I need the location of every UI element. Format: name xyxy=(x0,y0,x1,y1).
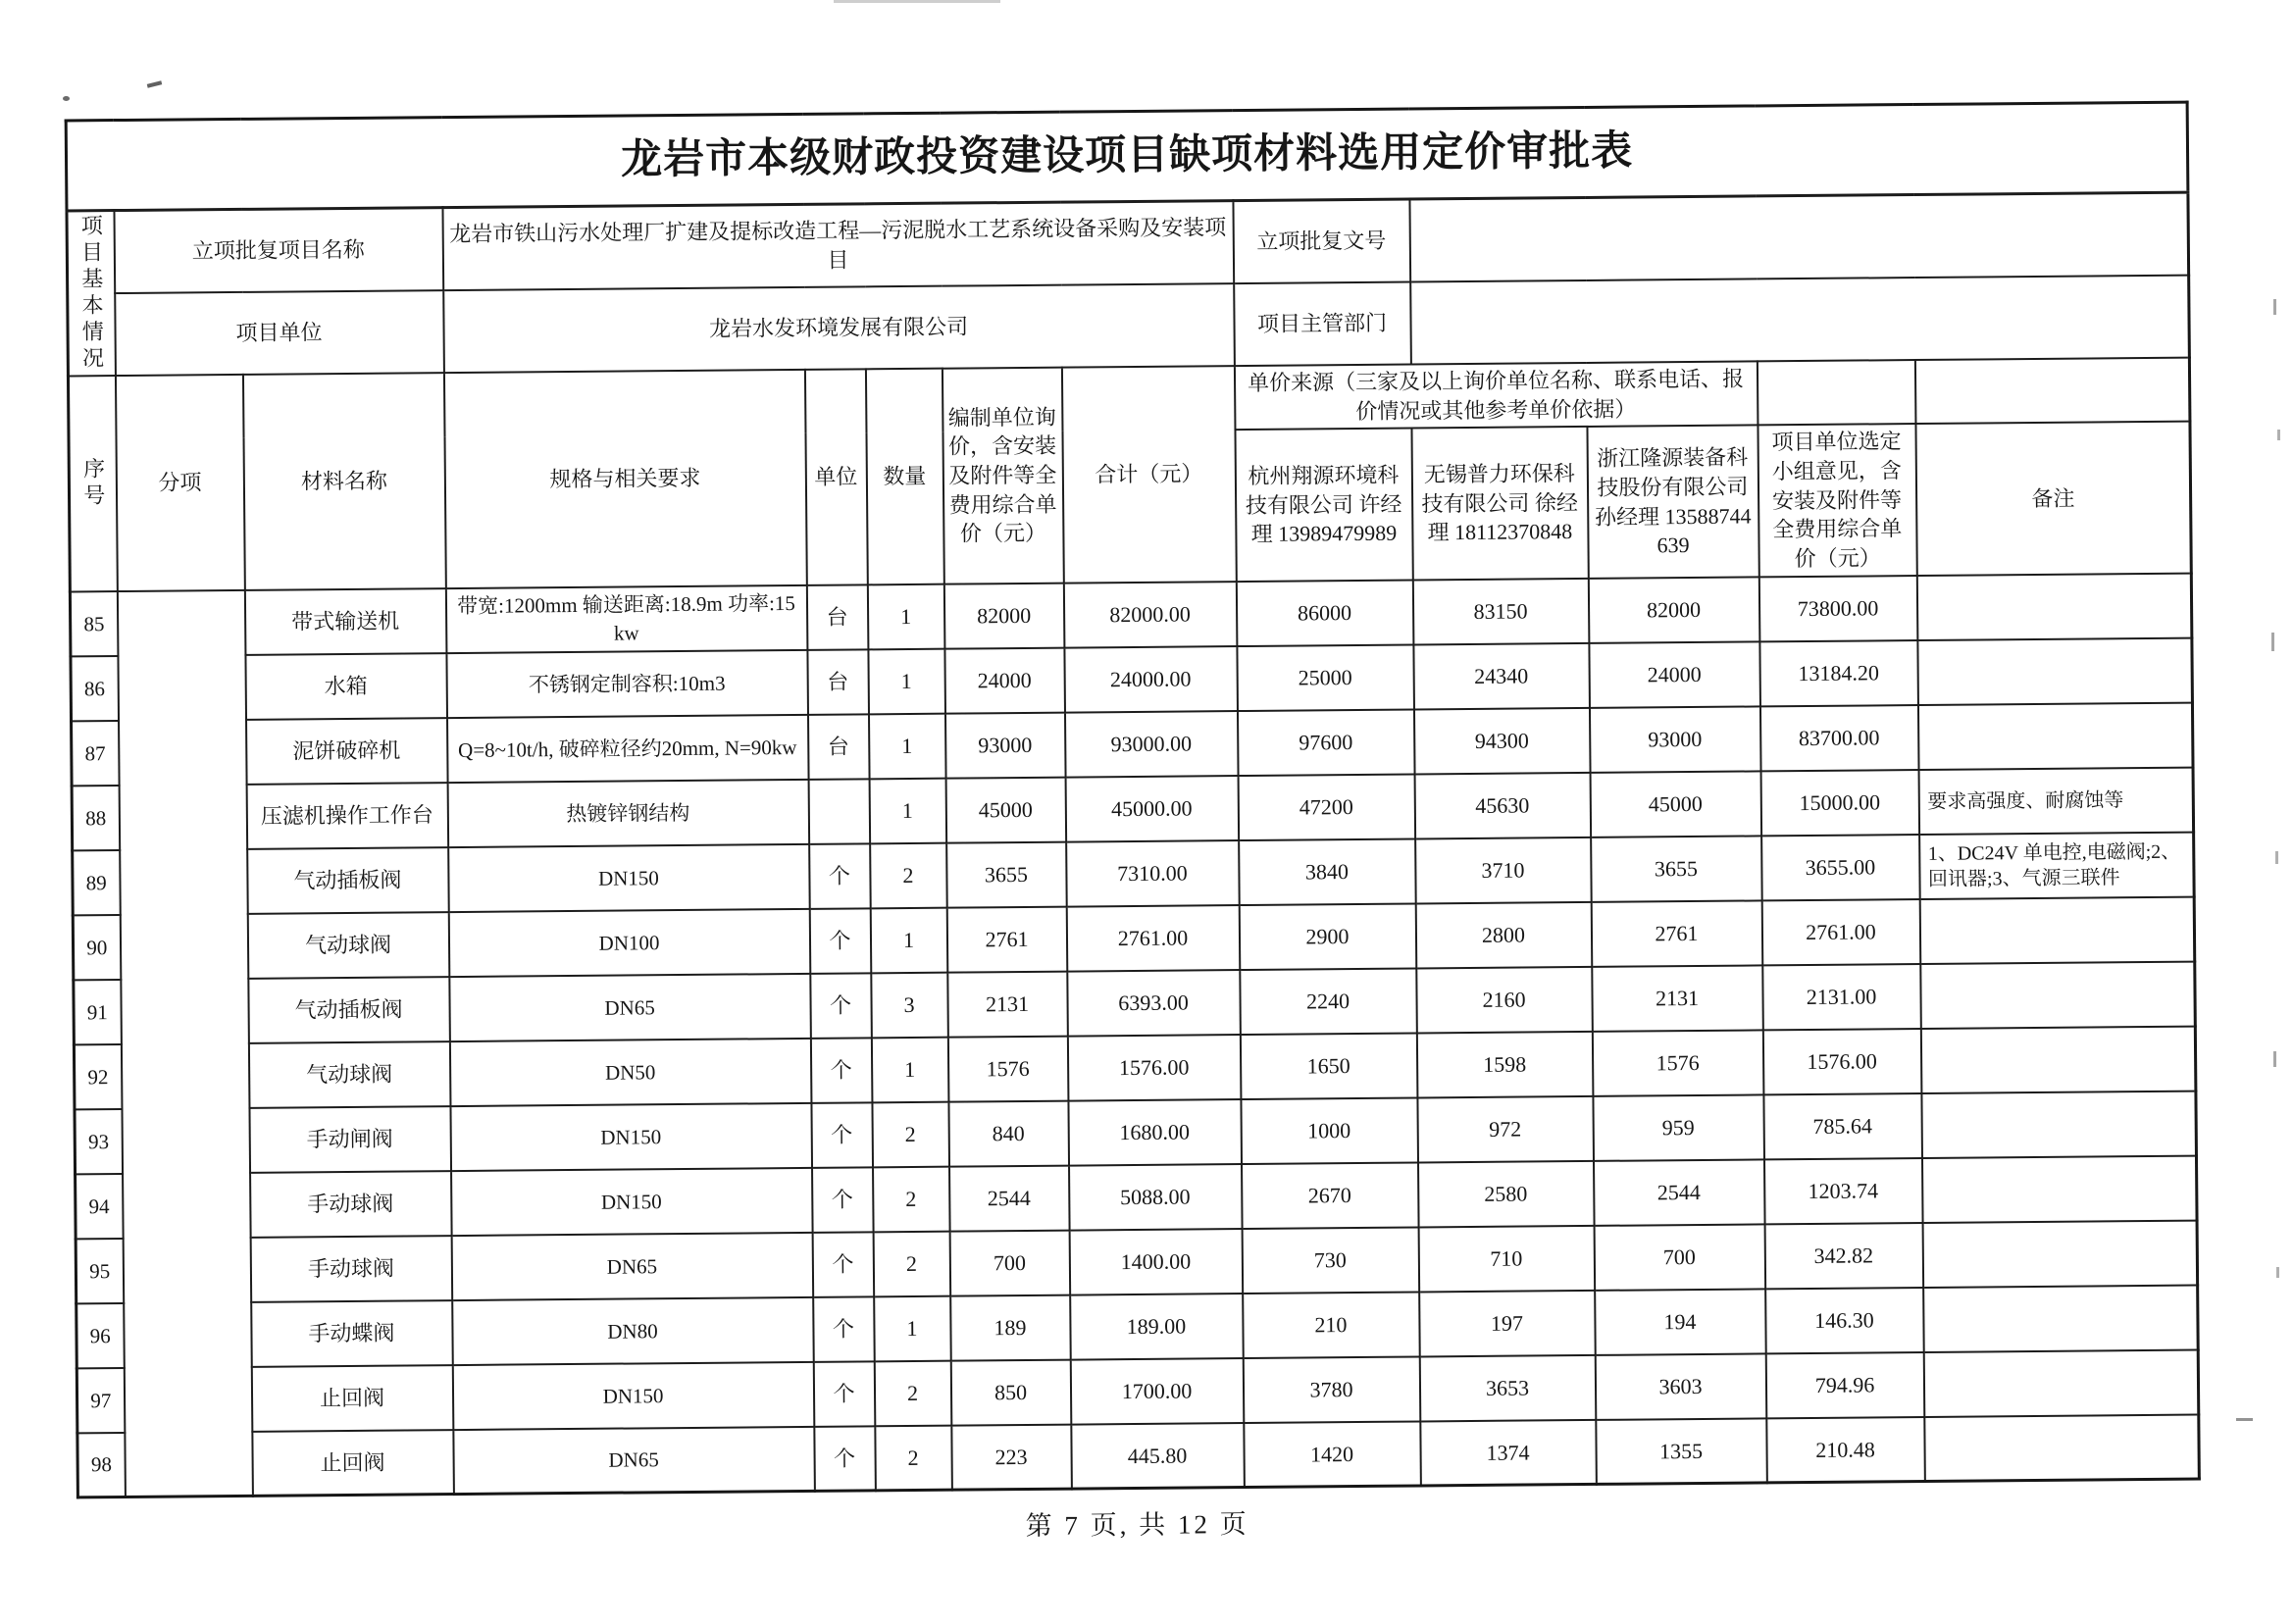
cell-total: 45000.00 xyxy=(1065,776,1239,842)
cell-seq: 85 xyxy=(70,591,118,656)
cell-spec: DN65 xyxy=(453,1427,815,1495)
cell-seq: 88 xyxy=(72,786,120,850)
cell-unit-price: 189 xyxy=(950,1294,1071,1360)
cell-seq: 93 xyxy=(75,1109,123,1174)
cell-vendor2-price: 710 xyxy=(1418,1226,1595,1293)
cell-qty: 1 xyxy=(870,907,947,973)
cell-vendor2-price: 197 xyxy=(1419,1291,1596,1357)
cell-vendor3-price: 700 xyxy=(1594,1224,1765,1291)
cell-vendor3-price: 1576 xyxy=(1592,1030,1763,1096)
cell-spec: DN150 xyxy=(450,1103,812,1171)
cell-qty: 2 xyxy=(872,1101,949,1167)
header-vendor1: 杭州翔源环境科技有限公司 许经理 13989479989 xyxy=(1235,429,1412,582)
cell-vendor2-price: 45630 xyxy=(1414,773,1591,839)
cell-vendor3-price: 194 xyxy=(1595,1289,1766,1355)
cell-unit-price: 2544 xyxy=(949,1165,1070,1231)
cell-selected-price: 15000.00 xyxy=(1760,770,1919,836)
header-vendor2: 无锡普力环保科技有限公司 徐经理 18112370848 xyxy=(1411,427,1588,580)
cell-qty: 3 xyxy=(871,972,948,1038)
cell-material: 手动球阀 xyxy=(250,1236,452,1302)
cell-unit-price: 93000 xyxy=(944,712,1065,778)
cell-vendor1-price: 730 xyxy=(1242,1227,1419,1294)
cell-material: 止回阀 xyxy=(252,1430,454,1497)
cell-material: 气动球阀 xyxy=(248,1041,450,1108)
cell-spec: DN100 xyxy=(448,909,810,977)
cell-total: 189.00 xyxy=(1070,1294,1244,1360)
cell-qty: 2 xyxy=(874,1360,951,1426)
cell-remark xyxy=(1919,896,2195,963)
cell-remark xyxy=(1917,702,2193,769)
cell-vendor2-price: 2800 xyxy=(1415,902,1592,969)
approval-doc-number-label: 立项批复文号 xyxy=(1233,199,1410,283)
header-subitem: 分项 xyxy=(115,375,244,591)
project-info-group-label-text: 项目基本情况 xyxy=(78,214,105,374)
cell-spec: DN80 xyxy=(452,1297,814,1365)
header-unit: 单位 xyxy=(804,369,867,584)
cell-material: 手动闸阀 xyxy=(249,1106,451,1173)
cell-spec: 热镀锌钢结构 xyxy=(447,780,809,847)
scan-artifact xyxy=(2271,633,2274,651)
cell-remark xyxy=(1920,1026,2196,1092)
cell-spec: 不锈钢定制容积:10m3 xyxy=(446,650,808,718)
cell-seq: 96 xyxy=(76,1303,125,1368)
cell-vendor2-price: 972 xyxy=(1417,1096,1594,1163)
cell-seq: 89 xyxy=(73,850,121,915)
header-remark: 备注 xyxy=(1915,422,2192,576)
cell-spec: DN150 xyxy=(448,844,810,912)
header-selected-price-spacer xyxy=(1757,360,1915,426)
cell-vendor1-price: 2900 xyxy=(1239,903,1416,970)
header-unit-price: 编制单位询价，含安装及附件等全费用综合单价（元） xyxy=(942,368,1063,584)
cell-qty: 2 xyxy=(875,1425,952,1491)
cell-unit-price: 223 xyxy=(951,1424,1072,1490)
cell-unit: 台 xyxy=(807,714,869,780)
cell-vendor2-price: 2160 xyxy=(1416,967,1593,1034)
cell-vendor1-price: 1650 xyxy=(1240,1033,1417,1099)
scan-artifact xyxy=(2273,299,2276,315)
header-seq xyxy=(68,376,117,591)
project-unit-label: 项目单位 xyxy=(115,290,444,376)
cell-seq: 92 xyxy=(74,1044,122,1109)
cell-vendor2-price: 24340 xyxy=(1413,643,1590,710)
cell-material: 气动球阀 xyxy=(247,912,449,979)
cell-total: 1680.00 xyxy=(1068,1099,1242,1166)
cell-total: 93000.00 xyxy=(1064,711,1238,778)
cell-vendor2-price: 94300 xyxy=(1413,708,1590,775)
cell-vendor3-price: 45000 xyxy=(1590,771,1761,837)
cell-unit: 个 xyxy=(812,1167,874,1233)
cell-spec: DN150 xyxy=(451,1168,813,1236)
cell-vendor3-price: 2761 xyxy=(1591,900,1762,967)
cell-selected-price: 342.82 xyxy=(1764,1223,1923,1289)
page-number-footer: 第 7 页, 共 12 页 xyxy=(1025,1509,1249,1542)
cell-vendor1-price: 25000 xyxy=(1237,644,1414,711)
header-qty: 数量 xyxy=(865,369,943,584)
cell-unit: 个 xyxy=(809,908,871,974)
cell-vendor2-price: 2580 xyxy=(1418,1161,1595,1228)
cell-vendor1-price: 210 xyxy=(1243,1292,1420,1358)
cell-remark xyxy=(1920,961,2196,1028)
cell-selected-price: 1576.00 xyxy=(1762,1029,1921,1094)
scan-artifact xyxy=(2275,851,2278,864)
cell-qty: 2 xyxy=(873,1166,950,1232)
cell-unit-price: 700 xyxy=(949,1230,1070,1295)
cell-unit: 个 xyxy=(810,973,872,1039)
cell-unit-price: 1576 xyxy=(947,1036,1068,1101)
cell-vendor1-price: 3840 xyxy=(1239,838,1416,905)
cell-seq: 98 xyxy=(77,1433,126,1497)
cell-total: 1400.00 xyxy=(1069,1229,1243,1295)
cell-vendor2-price: 83150 xyxy=(1412,579,1589,645)
cell-unit-price: 2131 xyxy=(947,971,1068,1037)
cell-qty: 1 xyxy=(868,648,945,714)
project-info-group-label xyxy=(67,211,115,377)
cell-material: 带式输送机 xyxy=(244,588,446,655)
cell-material: 压滤机操作工作台 xyxy=(246,783,448,849)
cell-unit: 台 xyxy=(807,649,869,715)
cell-spec: DN65 xyxy=(451,1233,813,1300)
cell-vendor1-price: 47200 xyxy=(1238,774,1415,840)
scan-artifact xyxy=(834,0,1000,3)
cell-remark xyxy=(1921,1091,2197,1157)
cell-spec: Q=8~10t/h, 破碎粒径约20mm, N=90kw xyxy=(447,715,809,783)
cell-total: 82000.00 xyxy=(1063,582,1237,648)
cell-qty: 1 xyxy=(869,778,946,843)
scan-artifact xyxy=(2277,430,2280,440)
cell-remark xyxy=(1924,1414,2200,1481)
cell-total: 1700.00 xyxy=(1070,1358,1244,1425)
cell-unit xyxy=(808,779,870,844)
scan-artifact xyxy=(147,80,163,88)
approved-project-name-value: 龙岩市铁山污水处理厂扩建及提标改造工程—污泥脱水工艺系统设备采购及安装项目 xyxy=(442,201,1234,290)
material-rows xyxy=(70,573,2199,1497)
cell-material: 手动蝶阀 xyxy=(251,1300,453,1367)
cell-unit: 个 xyxy=(809,843,871,909)
cell-unit-price: 840 xyxy=(948,1100,1069,1166)
scan-artifact xyxy=(63,96,70,101)
cell-unit: 个 xyxy=(813,1296,875,1362)
cell-remark: 要求高强度、耐腐蚀等 xyxy=(1918,767,2194,834)
approved-project-name-label: 立项批复项目名称 xyxy=(114,208,443,293)
cell-seq: 90 xyxy=(73,915,121,980)
cell-unit-price: 45000 xyxy=(945,777,1066,842)
header-remark-spacer xyxy=(1914,358,2190,425)
cell-vendor1-price: 97600 xyxy=(1237,709,1414,776)
cell-material: 水箱 xyxy=(245,653,447,720)
cell-qty: 2 xyxy=(870,842,947,908)
cell-unit: 个 xyxy=(810,1038,872,1103)
cell-vendor3-price: 93000 xyxy=(1589,706,1760,773)
competent-department-value xyxy=(1410,275,2190,364)
cell-selected-price: 146.30 xyxy=(1765,1288,1924,1353)
cell-vendor1-price: 2670 xyxy=(1242,1162,1419,1229)
cell-remark xyxy=(1922,1220,2198,1287)
header-spec: 规格与相关要求 xyxy=(443,370,806,588)
cell-seq: 91 xyxy=(74,980,122,1044)
cell-selected-price: 83700.00 xyxy=(1759,705,1918,771)
cell-vendor3-price: 2544 xyxy=(1593,1159,1764,1226)
cell-unit-price: 82000 xyxy=(943,583,1064,648)
cell-qty: 1 xyxy=(874,1295,951,1361)
header-vendor3: 浙江隆源装备科技股份有限公司 孙经理 13588744639 xyxy=(1587,426,1758,579)
cell-total: 2761.00 xyxy=(1066,905,1240,972)
cell-selected-price: 785.64 xyxy=(1763,1093,1922,1159)
cell-unit-price: 24000 xyxy=(944,647,1065,713)
cell-vendor2-price: 1598 xyxy=(1416,1032,1593,1098)
approval-doc-number-value xyxy=(1409,192,2189,281)
cell-unit: 个 xyxy=(812,1232,874,1297)
cell-spec: DN150 xyxy=(452,1362,814,1430)
cell-remark xyxy=(1923,1349,2199,1416)
cell-unit: 个 xyxy=(811,1102,873,1168)
cell-qty: 1 xyxy=(871,1037,948,1102)
header-selected-price: 项目单位选定小组意见，含安装及附件等全费用综合单价（元） xyxy=(1758,424,1916,577)
scan-artifact xyxy=(2273,1051,2276,1067)
cell-remark: 1、DC24V 单电控,电磁阀;2、回讯器;3、气源三联件 xyxy=(1919,832,2195,898)
cell-seq: 95 xyxy=(76,1239,124,1303)
cell-vendor3-price: 959 xyxy=(1593,1094,1764,1161)
cell-material: 气动插板阀 xyxy=(248,977,450,1043)
cell-vendor3-price: 24000 xyxy=(1589,641,1760,708)
cell-qty: 1 xyxy=(867,584,944,649)
cell-unit: 台 xyxy=(806,584,868,650)
cell-qty: 1 xyxy=(868,713,945,779)
cell-total: 5088.00 xyxy=(1069,1164,1243,1231)
cell-total: 1576.00 xyxy=(1067,1035,1241,1101)
cell-total: 6393.00 xyxy=(1067,970,1241,1037)
cell-material: 止回阀 xyxy=(251,1365,453,1432)
cell-remark xyxy=(1916,573,2192,639)
cell-selected-price: 2761.00 xyxy=(1761,899,1920,965)
cell-remark xyxy=(1917,637,2193,704)
cell-vendor1-price: 1000 xyxy=(1241,1097,1418,1164)
form-title: 龙岩市本级财政投资建设项目缺项材料选用定价审批表 xyxy=(66,102,2188,211)
cell-unit-price: 850 xyxy=(950,1359,1071,1425)
cell-total: 24000.00 xyxy=(1064,646,1238,713)
cell-total: 7310.00 xyxy=(1066,840,1240,907)
cell-unit: 个 xyxy=(813,1361,875,1427)
header-total: 合计（元） xyxy=(1061,366,1236,583)
header-material: 材料名称 xyxy=(242,373,445,590)
cell-vendor1-price: 2240 xyxy=(1240,968,1417,1035)
cell-seq: 97 xyxy=(76,1368,125,1433)
project-unit-value: 龙岩水发环境发展有限公司 xyxy=(443,283,1235,373)
cell-vendor1-price: 3780 xyxy=(1243,1356,1420,1423)
cell-selected-price: 210.48 xyxy=(1766,1417,1925,1483)
cell-seq: 94 xyxy=(76,1174,124,1239)
cell-qty: 2 xyxy=(873,1231,950,1296)
cell-material: 泥饼破碎机 xyxy=(246,718,448,785)
cell-vendor2-price: 1374 xyxy=(1420,1420,1597,1487)
cell-unit-price: 2761 xyxy=(946,906,1067,972)
pricing-approval-table xyxy=(65,101,2201,1499)
cell-vendor3-price: 1355 xyxy=(1596,1418,1767,1485)
cell-selected-price: 2131.00 xyxy=(1762,964,1921,1030)
cell-spec: DN50 xyxy=(449,1039,811,1106)
cell-seq: 87 xyxy=(72,721,120,786)
cell-vendor3-price: 3655 xyxy=(1591,836,1762,902)
cell-remark xyxy=(1923,1285,2199,1351)
cell-vendor2-price: 3653 xyxy=(1419,1355,1596,1422)
cell-selected-price: 3655.00 xyxy=(1761,835,1920,900)
cell-selected-price: 73800.00 xyxy=(1758,576,1917,641)
cell-vendor3-price: 2131 xyxy=(1592,965,1763,1032)
cell-material: 手动球阀 xyxy=(250,1171,452,1238)
cell-vendor1-price: 86000 xyxy=(1236,580,1413,646)
scanned-sheet xyxy=(65,101,2203,1551)
cell-vendor1-price: 1420 xyxy=(1244,1421,1421,1488)
cell-vendor3-price: 3603 xyxy=(1595,1353,1766,1420)
scan-artifact xyxy=(2236,1418,2253,1421)
scan-artifact xyxy=(2276,1267,2279,1278)
cell-selected-price: 13184.20 xyxy=(1759,640,1918,706)
cell-material: 气动插板阀 xyxy=(247,847,449,914)
cell-total: 445.80 xyxy=(1071,1423,1245,1490)
cell-selected-price: 1203.74 xyxy=(1763,1158,1922,1224)
cell-remark xyxy=(1921,1155,2197,1222)
cell-spec: 带宽:1200mm 输送距离:18.9m 功率:15kw xyxy=(445,585,807,653)
header-price-source-group: 单价来源（三家及以上询价单位名称、联系电话、报价情况或其他参考单价依据） xyxy=(1234,361,1758,430)
header-seq-text: 序号 xyxy=(80,457,106,511)
cell-seq: 86 xyxy=(71,656,119,721)
cell-spec: DN65 xyxy=(449,974,811,1041)
cell-vendor3-price: 82000 xyxy=(1588,577,1759,643)
cell-vendor2-price: 3710 xyxy=(1415,837,1592,904)
cell-selected-price: 794.96 xyxy=(1765,1352,1924,1418)
cell-subitem xyxy=(117,590,252,1497)
cell-unit: 个 xyxy=(814,1426,876,1492)
cell-unit-price: 3655 xyxy=(946,841,1067,907)
competent-department-label: 项目主管部门 xyxy=(1234,281,1411,366)
